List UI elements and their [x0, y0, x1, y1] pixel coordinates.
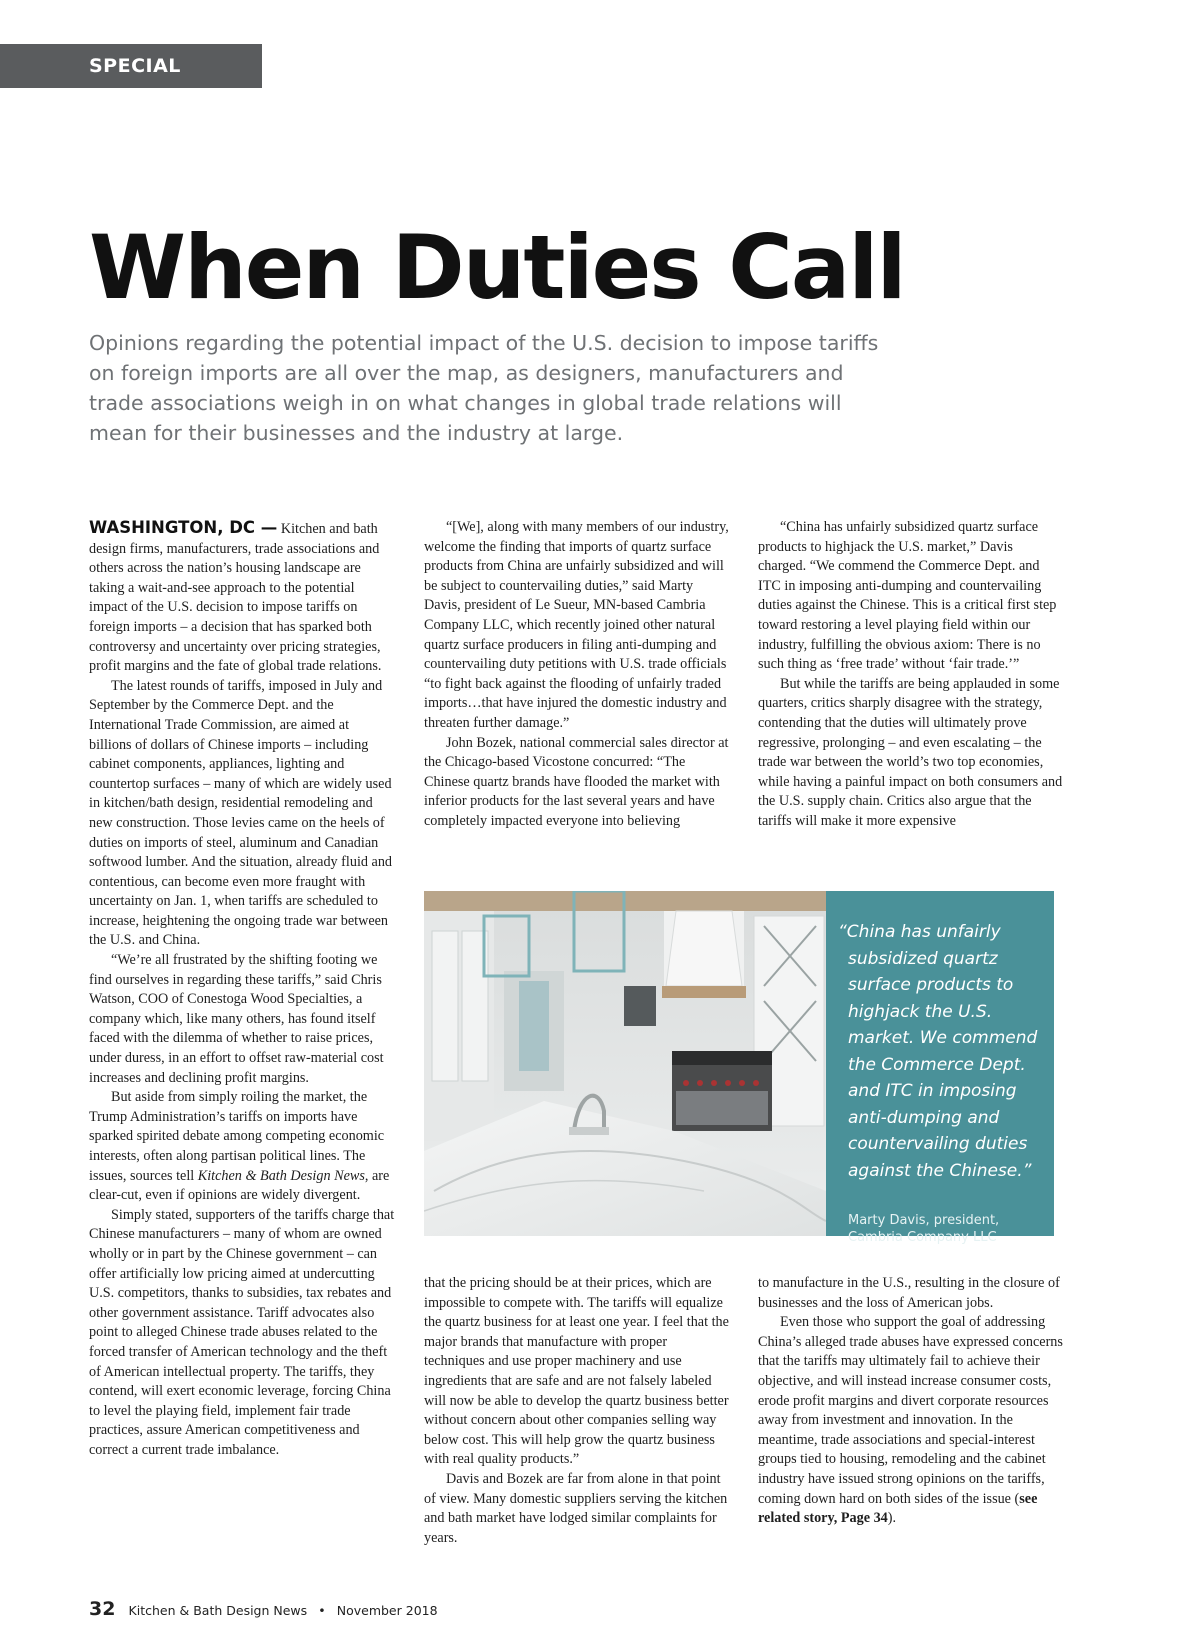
article-paragraph: “China has unfairly subsidized quartz surface products to highjack the U.S. market,” Davis charged. “We commend the Commerce Dept. and ITC in imposing anti-dumping and countervailing duties against the Chinese. This is a critical first step toward restoring a level playing field within our industry, fulfilling the obvious axiom: There is no such thing as ‘free trade’ without ‘fair trade.’” [758, 519, 1057, 673]
article-column-1 [89, 518, 395, 1461]
article-paragraph: John Bozek, national commercial sales director at the Chicago-based Vicostone concurred: “The Chinese quartz brands have flooded the market with inferior products for the last several years and have completely impacted everyone into believing [424, 734, 729, 829]
related-story-link[interactable]: see related story, Page 34 [758, 1490, 1038, 1527]
article-paragraph: “[We], along with many members of our industry, welcome the finding that imports of quartz surface products from China are unfairly subsidized and will be subject to countervailing duties,” said Marty Davis, president of Le Sueur, MN-based Cambria Company LLC, which recently joined other natural quartz surface producers in filing anti-dumping and countervailing duty petitions with U.S. trade officials “to fight back against the flooding of unfairly traded imports…that have injured the domestic industry and threaten further damage.” [424, 519, 729, 731]
dateline: WASHINGTON, DC — [89, 518, 278, 537]
article-column-3-top [758, 518, 1064, 832]
attribution-line: Marty Davis, president, [848, 1213, 1000, 1228]
page-number: 32 [89, 1598, 116, 1620]
article-paragraph [89, 518, 395, 677]
article-paragraph: that the pricing should be at their prices, which are impossible to compete with. The tariffs will equalize the quartz business for at least one year. I feel that the major brands that manufacture with proper techniques and use proper machinery and use ingredients that are safe and are not falsely labeled will now be able to develop the quartz business better without concern about other companies selling way below cost. This will help grow the quartz business with real quality products.” [424, 1275, 729, 1468]
headline: When Duties Call [89, 216, 905, 319]
publication-name: Kitchen & Bath Design News [128, 1603, 308, 1618]
section-tag: SPECIAL REPORT [0, 44, 262, 88]
pull-quote [826, 891, 1054, 1245]
article-text: Kitchen and bath design firms, manufacturers, trade associations and others across the nation’s housing landscape are taking a wait-and-see approach to the potential impact of the U.S. decision to impose tariffs on foreign imports – a decision that has sparked both controversy and uncertainty over pricing strategies, profit margins and the fate of global trade relations. [89, 521, 382, 675]
page-footer [89, 1598, 438, 1620]
bullet-separator: • [318, 1603, 326, 1618]
pull-quote-attribution [838, 1212, 1042, 1246]
article-text: , are clear-cut, even if opinions are widely divergent. [89, 1167, 390, 1204]
issue-date: November 2018 [336, 1603, 438, 1618]
publication-name: Kitchen & Bath Design News [197, 1167, 365, 1184]
article-paragraph: Davis and Bozek are far from alone in that point of view. Many domestic suppliers serving the kitchen and bath market have lodged similar complaints for years. [424, 1470, 728, 1546]
article-paragraph: “We’re all frustrated by the shifting footing we find ourselves in regarding these tariffs,” said Chris Watson, COO of Conestoga Wood Specialties, a company which, like many others, has found itself faced with the dilemma of whether to raise prices, under duress, in an effort to offset raw-material cost increases and declining profit margins. [89, 952, 384, 1086]
pull-quote-text: “China has unfairly subsidized quartz surface products to highjack the U.S. market. We commend the Commerce Dept. and ITC in imposing anti-dumping and countervailing duties against the Chinese.” [838, 922, 1038, 1181]
article-paragraph: to manufacture in the U.S., resulting in the closure of businesses and the loss of American jobs. [758, 1275, 1060, 1311]
article-column-2-top [424, 518, 730, 832]
article-column-3-bottom [758, 1274, 1064, 1529]
article-text: Even those who support the goal of addressing China’s alleged trade abuses have expressed concerns that the tariffs may ultimately fail to achieve their objective, and will instead increase consumer costs, erode profit margins and divert corporate resources away from investment and innovation. In the meantime, trade associations and special-interest groups tied to housing, remodeling and the cabinet industry have issued strong opinions on the tariffs, coming down hard on both sides of the issue ( [758, 1314, 1063, 1507]
article-text: ). [887, 1510, 897, 1527]
attribution-line: Cambria Company LLC [848, 1230, 997, 1245]
deck: Opinions regarding the potential impact of the U.S. decision to impose tariffs on foreign imports are all over the map, as designers, manufacturers and trade associations weigh in on what changes in global trade relations will mean for their businesses and the industry at large. [89, 331, 879, 445]
article-column-2-bottom [424, 1274, 730, 1548]
kitchen-photo [424, 891, 826, 1236]
article-paragraph: But while the tariffs are being applauded in some quarters, critics sharply disagree with the strategy, contending that the duties will ultimately prove regressive, prolonging – and even escalating – the trade war between the world’s two top economies, while having a painful impact on both consumers and the U.S. supply chain. Critics also argue that the tariffs will make it more expensive [758, 675, 1063, 829]
article-paragraph [758, 1313, 1064, 1529]
article-paragraph: Simply stated, supporters of the tariffs charge that Chinese manufacturers – many of whom are owned wholly or in part by the Chinese government – can offer artificially low pricing aimed at undercutting U.S. competitors, thanks to subsidies, tax rebates and other government assistance. Tariff advocates also point to alleged Chinese trade abuses related to the forced transfer of American technology and the theft of American intellectual property. The tariffs, they contend, will exert economic leverage, forcing China to level the playing field, implement fair trade practices, assure American competitiveness and correct a current trade imbalance. [89, 1206, 395, 1458]
article-paragraph [89, 1088, 395, 1206]
article-text: But aside from simply roiling the market, the Trump Administration’s tariffs on imports have sparked spirited debate among competing economic interests, often along partisan political lines. The issues, sources tell [89, 1089, 385, 1184]
article-paragraph: The latest rounds of tariffs, imposed in July and September by the Commerce Dept. and the International Trade Commission, are aimed at billions of dollars of Chinese imports – including cabinet components, appliances, lighting and countertop surfaces – many of which are widely used in kitchen/bath design, residential remodeling and new construction. Those levies came on the heels of duties on imports of steel, aluminum and Canadian softwood lumber. And the situation, already fluid and contentious, can become even more fraught with uncertainty on Jan. 1, when tariffs are scheduled to increase, heightening the ongoing trade war between the U.S. and China. [89, 677, 393, 949]
kitchen-illustration [424, 891, 826, 1236]
